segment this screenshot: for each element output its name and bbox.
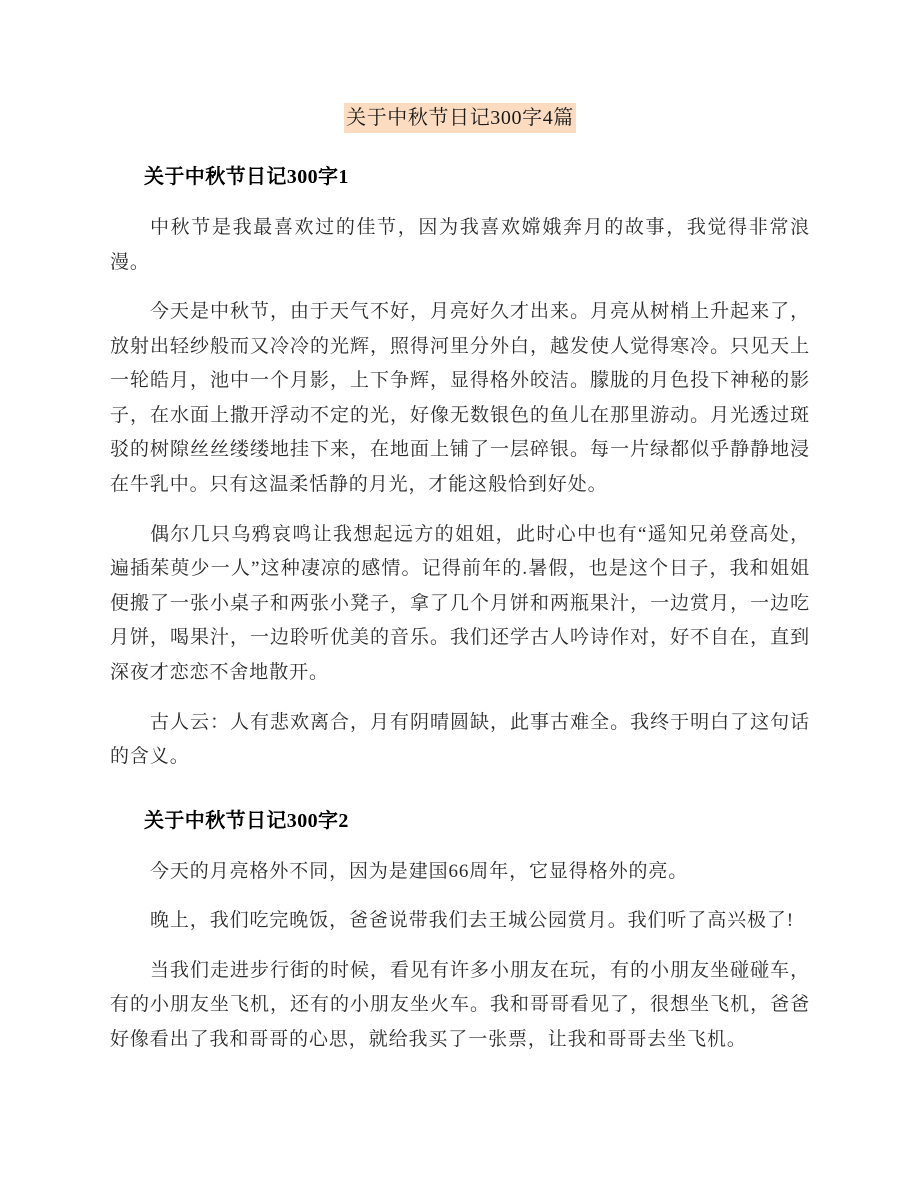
section-1	[110, 128, 810, 775]
section-heading-1: 关于中秋节日记300字1	[144, 166, 349, 188]
paragraph: 今天的月亮格外不同，因为是建国66周年，它显得格外的亮。	[150, 860, 689, 882]
section-2	[110, 775, 810, 1058]
document-title-container	[110, 0, 810, 128]
document-title: 关于中秋节日记300字4篇	[344, 103, 576, 133]
document-body	[110, 0, 810, 1058]
section-heading-2: 关于中秋节日记300字2	[144, 809, 349, 832]
paragraph: 古人云：人有悲欢离合，月有阴晴圆缺，此事古难全。我终于明白了这句话的含义。	[110, 711, 810, 768]
paragraph: 中秋节是我最喜欢过的佳节，因为我喜欢嫦娥奔月的故事，我觉得非常浪漫。	[110, 217, 810, 273]
paragraph: 今天是中秋节，由于天气不好，月亮好久才出来。月亮从树梢上升起来了，放射出轻纱般而又冷冷的光辉，照得河里分外白，越发使人觉得寒冷。只见天上一轮皓月，池中一个月影，上下争辉，显得格外皎洁。朦胧的月色投下神秘的影子，在水面上撒开浮动不定的光，好像无数银色的鱼儿在那里游动。月光透过斑驳的树隙丝丝缕缕地挂下来，在地面上铺了一层碎银。每一片绿都似乎静静地浸在牛乳中。只有这温柔恬静的月光，才能这般恰到好处。	[110, 301, 810, 496]
paragraph: 当我们走进步行街的时候，看见有许多小朋友在玩，有的小朋友坐碰碰车，有的小朋友坐飞机，还有的小朋友坐火车。我和哥哥看见了，很想坐飞机，爸爸好像看出了我和哥哥的心思，就给我买了一张票，让我和哥哥去坐飞机。	[110, 959, 810, 1050]
paragraph: 偶尔几只乌鸦哀鸣让我想起远方的姐姐，此时心中也有“遥知兄弟登高处，遍插茱萸少一人”这种凄凉的感情。记得前年的.暑假，也是这个日子，我和姐姐便搬了一张小桌子和两张小凳子，拿了几个月饼和两瓶果汁，一边赏月，一边吃月饼，喝果汁，一边聆听优美的音乐。我们还学古人吟诗作对，好不自在，直到深夜才恋恋不舍地散开。	[110, 523, 810, 683]
paragraph: 晚上，我们吃完晚饭，爸爸说带我们去王城公园赏月。我们听了高兴极了!	[150, 910, 795, 932]
